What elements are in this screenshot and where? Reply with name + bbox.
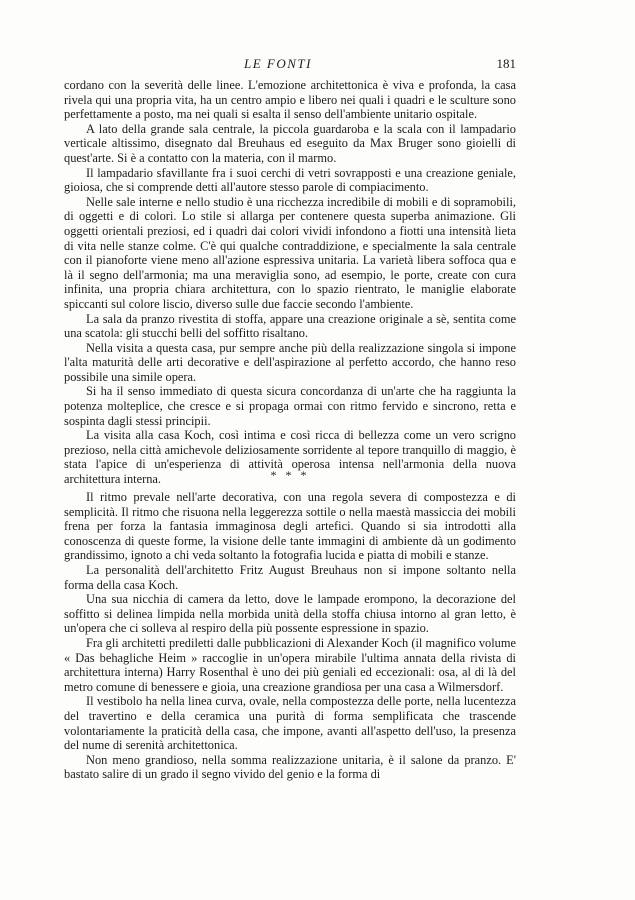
paragraph: Si ha il senso immediato di questa sicura concordanza di un'arte che ha raggiunta la potenza molteplice, che cresce e si propaga ormai con ritmo fervido e sincrono, retta e sospinta dagli stessi principii. bbox=[64, 384, 516, 428]
paragraph: Il vestibolo ha nella linea curva, ovale, nella compostezza delle porte, nella lucentezza del travertino e della ceramica una purità di forma semplificata che trascende volontariamente la praticità della casa, che impone, avanti all'aspetto dell'uso, la presenza del nume di serenità architettonica. bbox=[64, 694, 516, 753]
text-section-1 bbox=[64, 78, 516, 487]
text-section-2 bbox=[64, 490, 516, 782]
page-number: 181 bbox=[496, 56, 516, 71]
paragraph: cordano con la severità delle linee. L'emozione architettonica è viva e profonda, la casa rivela qui una propria vita, ha un centro ampio e libero nei quali i quadri e le sculture sono perfettamente a posto, ma nei quali si esalta il senso dell'ambiente unitario ospitale. bbox=[64, 78, 516, 122]
paragraph: Nella visita a questa casa, pur sempre anche più della realizzazione singola si impone l'alta maturità delle arti decorative e dell'aspirazione al perfetto accordo, che hanno reso possibile una simile opera. bbox=[64, 340, 516, 384]
paragraph: Il lampadario sfavillante fra i suoi cerchi di vetri sovrapposti e una creazione geniale, gioiosa, che si comprende detti all'autore stesso parole di compiacimento. bbox=[64, 165, 516, 195]
paragraph: Non meno grandioso, nella somma realizzazione unitaria, è il salone da pranzo. E' bastato salire di un grado il segno vivido del genio e la forma di bbox=[64, 752, 516, 782]
paragraph: Fra gli architetti prediletti dalle pubblicazioni di Alexander Koch (il magnifico volume « Das behagliche Heim » raccoglie in un'opera mirabile l'ultima annata della rivista di architettura interna) Harry Rosenthal è uno dei più geniali ed eccezionali: osa, al di là del metro comune di benessere e gioia, una creazione grandiosa per una casa a Wilmersdorf. bbox=[64, 635, 516, 694]
paragraph: La personalità dell'architetto Fritz August Breuhaus non si impone soltanto nella forma della casa Koch. bbox=[64, 562, 516, 592]
page-header bbox=[64, 56, 516, 76]
section-separator: * * * bbox=[270, 468, 310, 482]
paragraph: La sala da pranzo rivestita di stoffa, appare una creazione originale a sè, sentita come una scatola: gli stucchi belli del soffitto risaltano. bbox=[64, 311, 516, 341]
paragraph: Il ritmo prevale nell'arte decorativa, con una regola severa di compostezza e di semplicità. Il ritmo che risuona nella leggerezza sottile o nella maestà massiccia dei mobili frena per forza la fantasia immaginosa degli artefici. Quando si sia introdotti alla conoscenza di queste forme, la visione delle tante immagini di ambiente dà un godimento grandissimo, ignoto a chi veda soltanto la fotografia lucida e piatta di mobili e stanze. bbox=[64, 490, 516, 563]
paragraph: Una sua nicchia di camera da letto, dove le lampade erompono, la decorazione del soffitto si delinea limpida nella morbida unità della stoffa chiusa intorno al gran letto, è un'opera che ci solleva al respiro della più possente espressione in spazio. bbox=[64, 592, 516, 636]
paragraph: La visita alla casa Koch, così intima e così ricca di bellezza come un vero scrigno prezioso, nella città amichevole deliziosamente sorridente al tepore tranquillo di maggio, è stata l'apice di un'esperienza di attività operosa intensa nell'armonia della nuova architettura interna. bbox=[64, 428, 516, 487]
paragraph: A lato della grande sala centrale, la piccola guardaroba e la scala con il lampadario verticale altissimo, disegnato dal Breuhaus ed eseguito da Max Bruger sono gioielli di quest'arte. Si è a contatto con la materia, con il marmo. bbox=[64, 121, 516, 165]
paragraph: Nelle sale interne e nello studio è una ricchezza incredibile di mobili e di sopramobili, di oggetti e di colori. Lo stile si allarga per contenere questa superba animazione. Gli oggetti orientali preziosi, ed i quadri dai colori vividi infondono a fiotti una intensità lieta di vita nelle stanze colme. C'è qui qualche contraddizione, e specialmente la sala centrale con il pianoforte viene meno all'azione espressiva unitaria. La varietà libera soffoca qua e là il segno dell'armonia; ma una meraviglia sono, ad esempio, le porte, create con cura infinita, una propria chiara architettura, con lo spazio rientrato, le maniglie elaborate spiccanti sul colore liscio, diverso sulle due faccie secondo l'ambiente. bbox=[64, 194, 516, 311]
running-title: LE FONTI bbox=[244, 56, 312, 71]
